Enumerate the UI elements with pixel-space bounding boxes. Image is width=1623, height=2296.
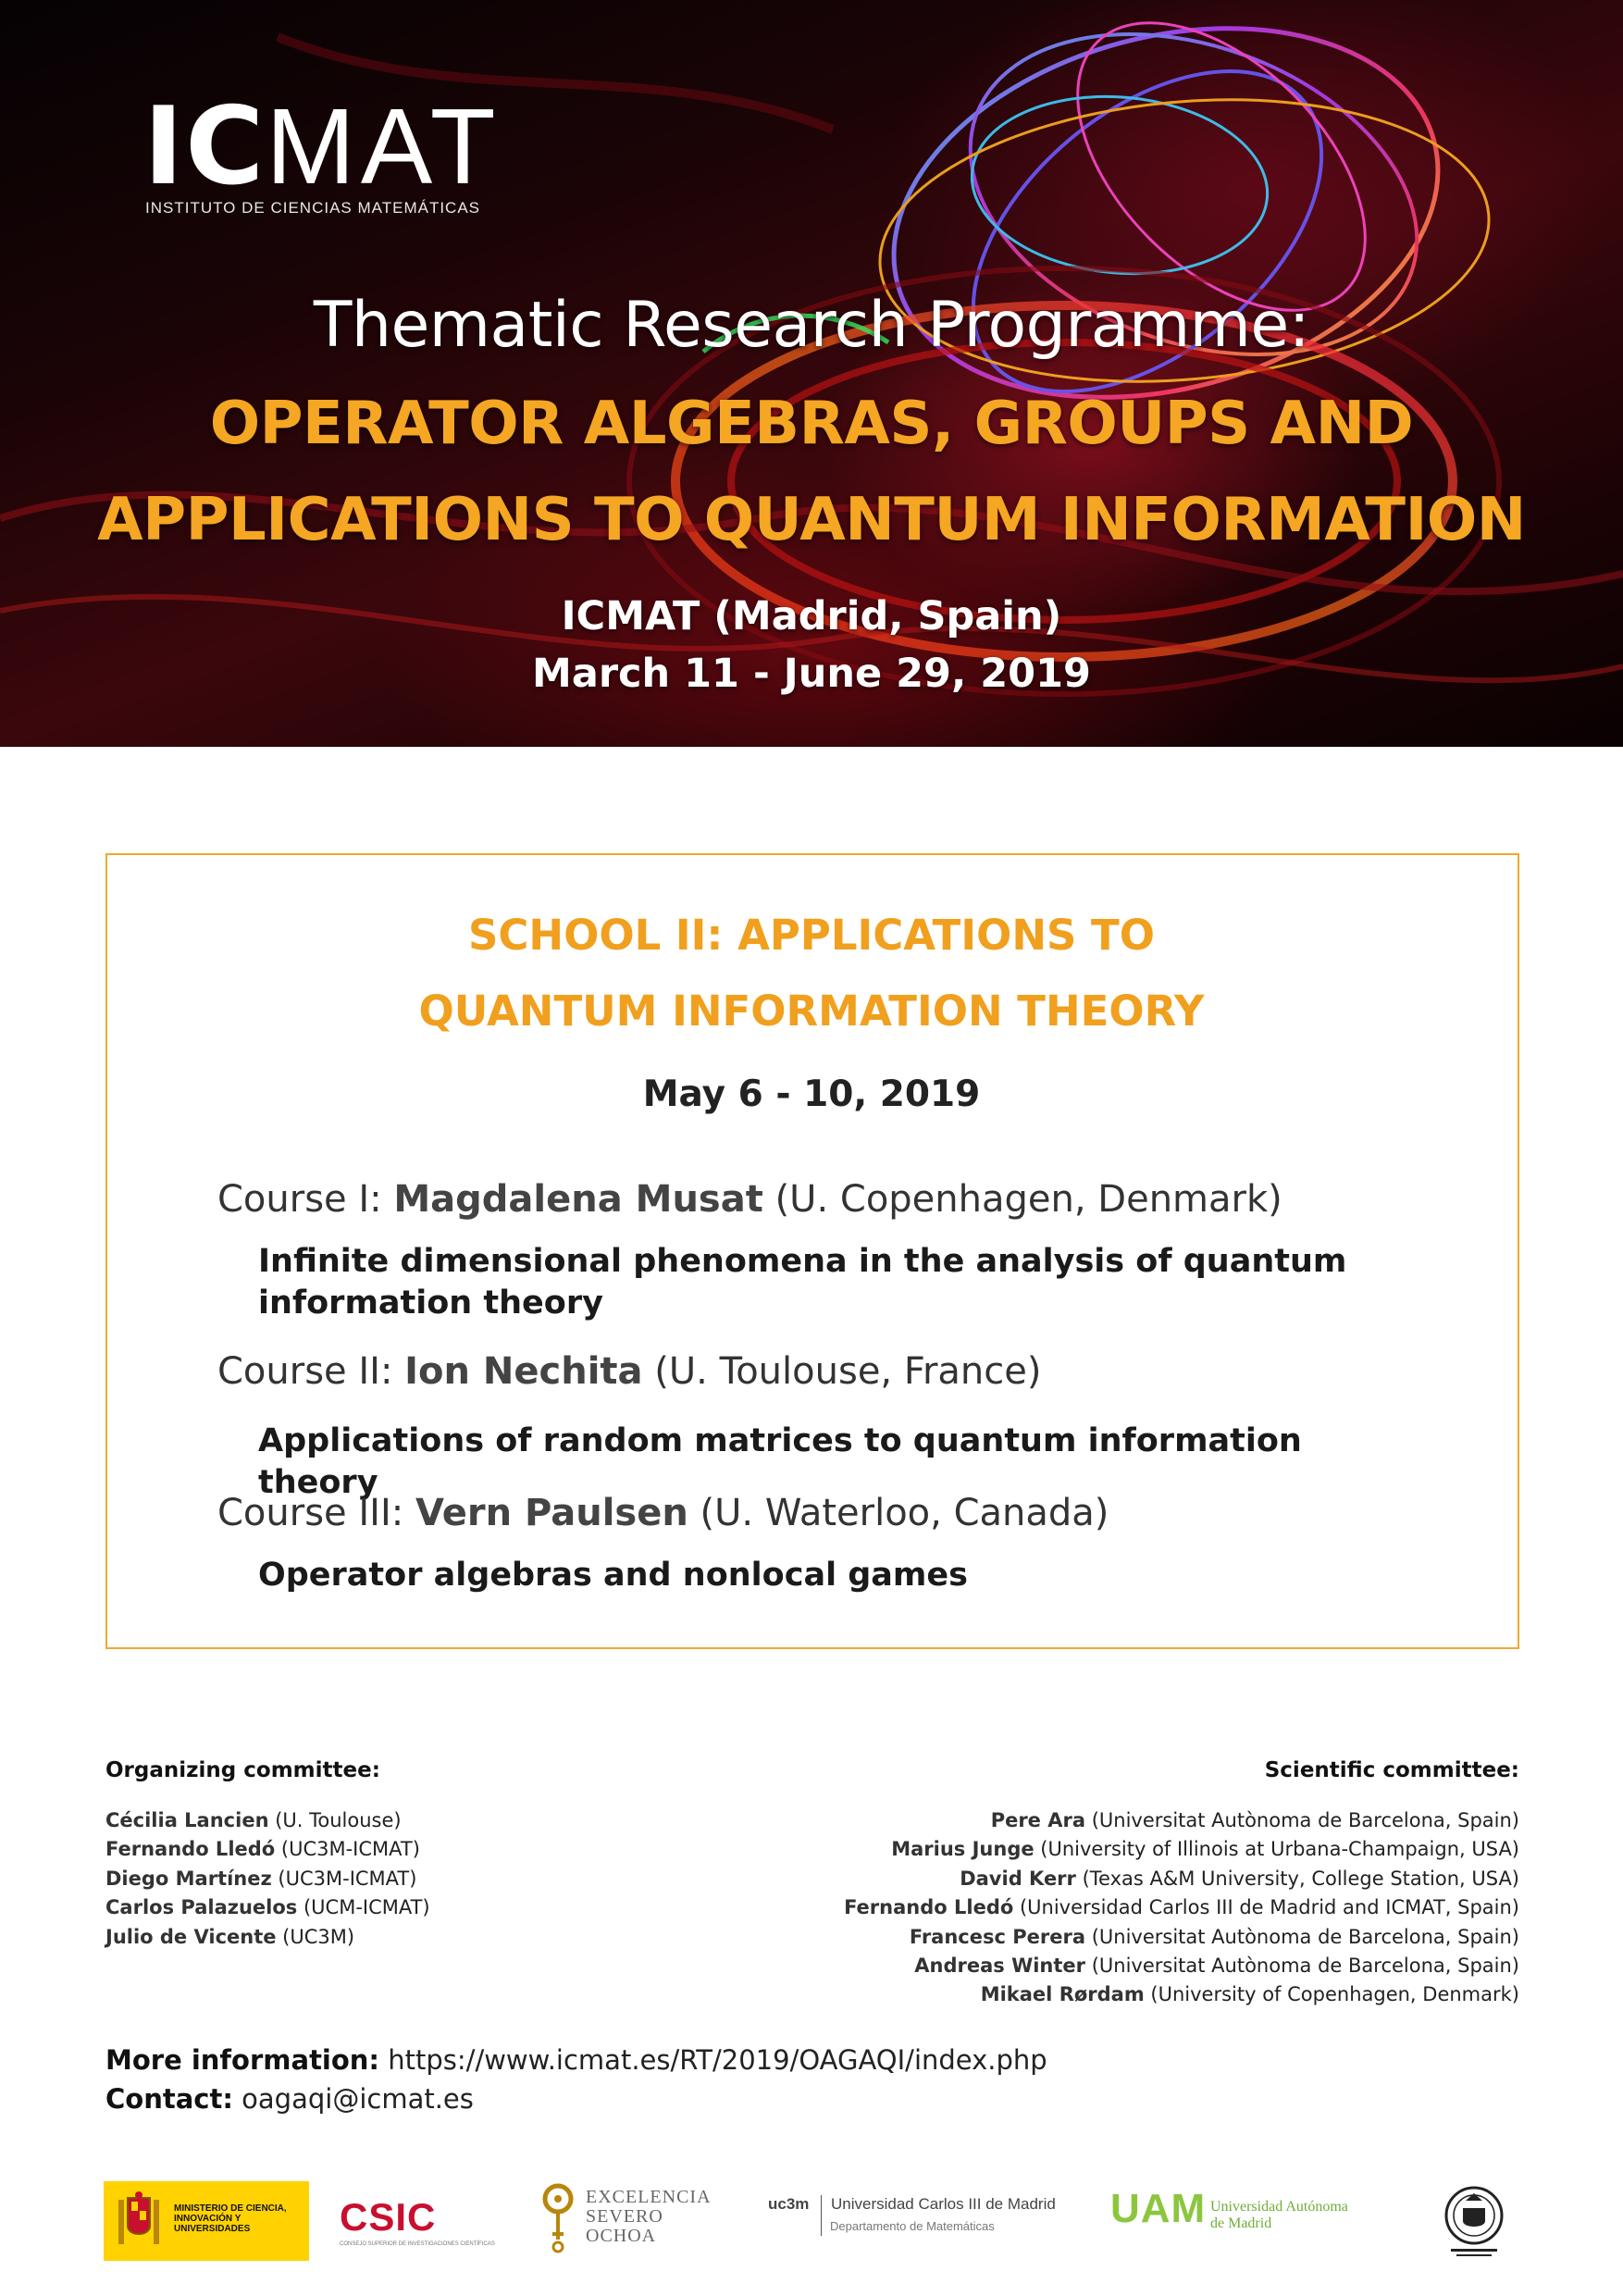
list-item: Marius Junge (University of Illinois at Urbana-Champaign, USA) [891, 1838, 1519, 1861]
severo-ochoa-logo: EXCELENCIA SEVERO OCHOA [541, 2182, 578, 2260]
course-speaker: Magdalena Musat [393, 1178, 763, 1221]
icmat-logo: ICMAT [143, 84, 502, 209]
more-information-link[interactable]: https://www.icmat.es/RT/2019/OAGAQI/index.php [379, 2044, 1047, 2076]
list-item: David Kerr (Texas A&M University, College Station, USA) [960, 1867, 1519, 1890]
list-item: Cécilia Lancien (U. Toulouse) [105, 1809, 402, 1831]
programme-dates: March 11 - June 29, 2019 [532, 651, 1091, 697]
course-2-topic: Applications of random matrices to quantum information theory [258, 1422, 1302, 1501]
list-item: Fernando Lledó (Universidad Carlos III de Madrid and ICMAT, Spain) [844, 1896, 1519, 1919]
list-item: Mikael Rørdam (University of Copenhagen, Denmark) [980, 1983, 1519, 2006]
csic-logo: CSIC CONSEJO SUPERIOR DE INVESTIGACIONES CIENTÍFICAS [340, 2195, 495, 2247]
list-item: Fernando Lledó (UC3M-ICMAT) [105, 1838, 420, 1861]
course-affiliation: (U. Waterloo, Canada) [688, 1492, 1109, 1534]
list-item: Carlos Palazuelos (UCM-ICMAT) [105, 1896, 430, 1919]
school-title-line2: QUANTUM INFORMATION THEORY [418, 987, 1205, 1036]
course-label: Course II: [217, 1350, 405, 1393]
course-label: Course III: [217, 1492, 415, 1534]
uc3m-logo: uc3m Universidad Carlos III de Madrid Departamento de Matemáticas [768, 2195, 809, 2214]
course-1-topic: Infinite dimensional phenomena in the analysis of quantum information theory [258, 1243, 1347, 1322]
list-item: Diego Martínez (UC3M-ICMAT) [105, 1867, 417, 1890]
course-3-line [217, 1492, 1109, 1534]
list-item: Julio de Vicente (UC3M) [105, 1925, 355, 1948]
programme-location: ICMAT (Madrid, Spain) [561, 593, 1062, 639]
programme-subtitle-line1: OPERATOR ALGEBRAS, GROUPS AND [209, 390, 1414, 458]
school-title-line1: SCHOOL II: APPLICATIONS TO [467, 911, 1156, 960]
scientific-committee-heading: Scientific committee: [1264, 1758, 1519, 1782]
hero-banner [0, 0, 1623, 747]
more-information-line [105, 2044, 1047, 2076]
course-3-topic: Operator algebras and nonlocal games [258, 1557, 968, 1594]
contact-email-link[interactable]: oagaqi@icmat.es [232, 2083, 474, 2115]
contact-line [105, 2083, 474, 2115]
programme-subtitle-line2: APPLICATIONS TO QUANTUM INFORMATION [97, 486, 1526, 554]
more-information-label: More information: [105, 2044, 380, 2076]
programme-title: Thematic Research Programme: [313, 289, 1310, 362]
ministry-logo: MINISTERIO DE CIENCIA, INNOVACIÓN Y UNIVERSIDADES [104, 2181, 309, 2261]
organizing-committee-heading: Organizing committee: [105, 1758, 380, 1782]
course-2-line [217, 1350, 1041, 1393]
course-label: Course I: [217, 1178, 394, 1221]
uam-logo: UAM Universidad Autónoma de Madrid [1110, 2186, 1348, 2231]
scientific-committee-list [844, 1806, 1519, 2010]
school-dates: May 6 - 10, 2019 [642, 1074, 981, 1115]
severo-ochoa-emblem-icon [541, 2182, 578, 2256]
list-item: Francesc Perera (Universitat Autònoma de Barcelona, Spain) [909, 1925, 1519, 1948]
icmat-logo-subtitle: INSTITUTO DE CIENCIAS MATEMÁTICAS [145, 199, 481, 217]
list-item: Andreas Winter (Universitat Autònoma de Barcelona, Spain) [914, 1955, 1519, 1978]
course-affiliation: (U. Toulouse, France) [642, 1350, 1042, 1393]
list-item: Pere Ara (Universitat Autònoma de Barcelona, Spain) [990, 1809, 1519, 1831]
spain-coat-of-arms-icon [115, 2191, 163, 2252]
course-1-line [217, 1178, 1282, 1221]
course-affiliation: (U. Copenhagen, Denmark) [762, 1178, 1282, 1221]
contact-label: Contact: [105, 2083, 233, 2115]
course-speaker: Vern Paulsen [415, 1492, 688, 1534]
ucm-seal-icon [1432, 2180, 1516, 2260]
course-speaker: Ion Nechita [404, 1350, 643, 1393]
organizing-committee-list [105, 1806, 430, 1952]
